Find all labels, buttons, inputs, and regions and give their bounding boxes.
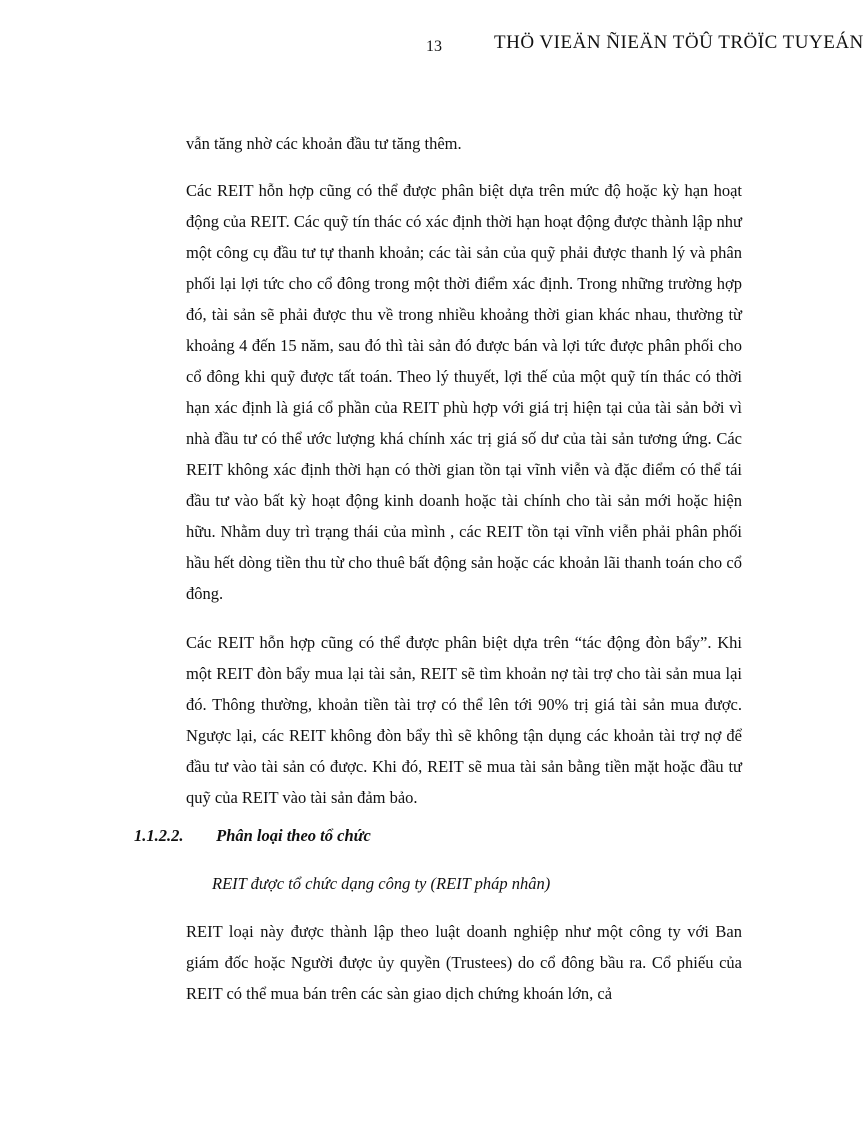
body-content — [186, 120, 742, 831]
body-content-continued — [186, 916, 742, 1027]
header-title: THÖ VIEÄN ÑIEÄN TÖÛ TRÖÏC TUYEÁN — [494, 32, 864, 53]
paragraph: Các REIT hỗn hợp cũng có thể được phân biệt dựa trên “tác động đòn bẩy”. Khi một REIT đòn bẩy mua lại tài sản, REIT sẽ tìm khoản nợ tài trợ cho tài sản mua lại đó. Thông thường, khoản tiền tài trợ có thể lên tới 90% trị giá tài sản mua được. Ngược lại, các REIT không đòn bẩy thì sẽ không tận dụng các khoản tài trợ nợ để đầu tư vào tài sản có được. Khi đó, REIT sẽ mua tài sản bằng tiền mặt hoặc đầu tư quỹ của REIT vào tài sản đảm bảo. — [186, 633, 742, 807]
subsection-heading: REIT được tổ chức dạng công ty (REIT pháp nhân) — [212, 874, 551, 893]
paragraph: vẫn tăng nhờ các khoản đầu tư tăng thêm. — [186, 134, 462, 153]
paragraph: REIT loại này được thành lập theo luật doanh nghiệp như một công ty với Ban giám đốc hoặc Người được ủy quyền (Trustees) do cổ đông bầu ra. Cổ phiếu của REIT có thể mua bán trên các sàn giao dịch chứng khoán lớn, cả — [186, 922, 742, 1003]
section-heading — [134, 826, 371, 846]
page-number: 13 — [426, 38, 442, 55]
section-title: Phân loại theo tổ chức — [216, 826, 371, 845]
paragraph: Các REIT hỗn hợp cũng có thể được phân biệt dựa trên mức độ hoặc kỳ hạn hoạt động của REIT. Các quỹ tín thác có xác định thời hạn hoạt động được thành lập như một công cụ đầu tư tự thanh khoản; các tài sản của quỹ phải được thanh lý và phân phối lại lợi tức cho cổ đông trong một thời điểm xác định. Trong những trường hợp đó, tài sản sẽ phải được thu về trong nhiều khoảng thời gian khác nhau, thường từ khoảng 4 đến 15 năm, sau đó thì tài sản đó được bán và lợi tức được phân phối cho cổ đông khi quỹ được tất toán. Theo lý thuyết, lợi thế của một quỹ tín thác có thời hạn xác định là giá cổ phần của REIT phù hợp với giá trị hiện tại của tài sản bởi vì nhà đầu tư có thể ước lượng khá chính xác trị giá số dư của tài sản tương ứng. Các REIT không xác định thời hạn có thời gian tồn tại vĩnh viễn và đặc điểm có thể tái đầu tư vào bất kỳ hoạt động kinh doanh hoặc tài chính cho tài sản mới hoặc hiện hữu. Nhằm duy trì trạng thái của mình , các REIT tồn tại vĩnh viễn phải phân phối hầu hết dòng tiền thu từ cho thuê bất động sản hoặc các khoản lãi thanh toán cho cổ đông. — [186, 181, 742, 603]
section-number: 1.1.2.2. — [134, 826, 184, 845]
